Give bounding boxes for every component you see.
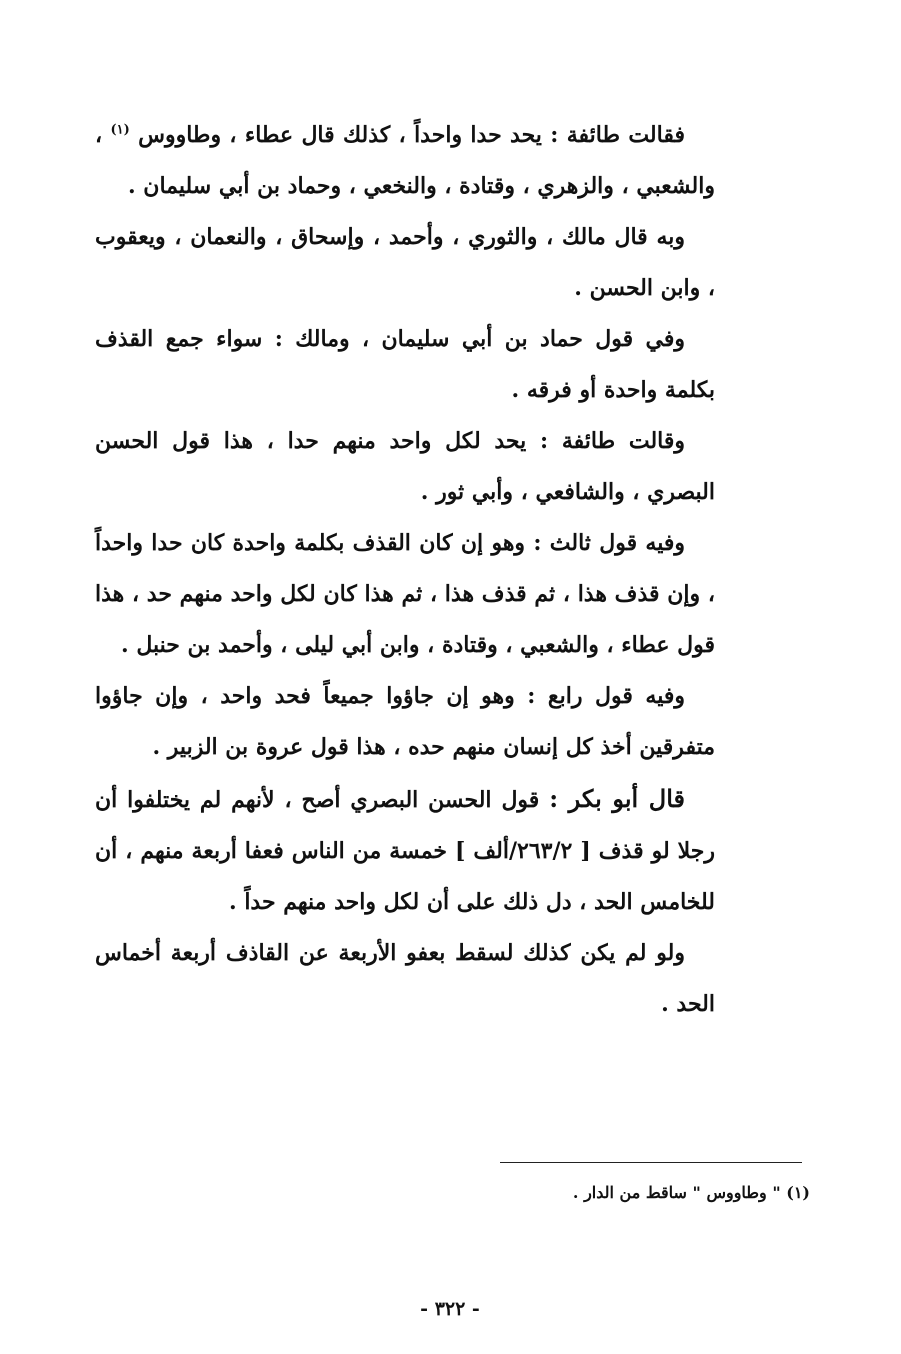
paragraph-6: وفيه قول رابع : وهو إن جاؤوا جميعاً فحد واحد ، وإن جاؤوا متفرقين أخذ كل إنسان منهم حده ، هذا قول عروة بن الزبير .	[95, 683, 715, 760]
paragraph-4: وقالت طائفة : يحد لكل واحد منهم حدا ، هذا قول الحسن البصري ، والشافعي ، وأبي ثور .	[95, 428, 715, 505]
paragraph-1-text: فقالت طائفة : يحد حدا واحداً ، كذلك قال عطاء ، وطاووس	[138, 122, 685, 148]
footnote-reference: (١)	[110, 122, 130, 138]
footnote	[300, 1178, 810, 1208]
paragraph-5: وفيه قول ثالث : وهو إن كان القذف بكلمة واحدة كان حدا واحداً ، وإن قذف هذا ، ثم قذف هذا ، ثم هذا كان لكل واحد منهم حد ، هذا قول عطاء ، والشعبي ، وقتادة ، وابن أبي ليلى ، وأحمد بن حنبل .	[95, 530, 715, 658]
paragraph-2: وبه قال مالك ، والثوري ، وأحمد ، وإسحاق ، والنعمان ، ويعقوب ، وابن الحسن .	[95, 224, 715, 301]
footnote-divider	[500, 1162, 802, 1163]
paragraph-1	[95, 110, 715, 212]
paragraph-7-text: قول الحسن البصري أصح ، لأنهم لم يختلفوا أن رجلا لو قذف [ ٢٦٣/٢/ألف ] خمسة من الناس فعفا أربعة منهم ، أن للخامس الحد ، دل ذلك على أن لكل واحد منهم حداً .	[95, 787, 715, 915]
paragraph-3: وفي قول حماد بن أبي سليمان ، ومالك : سواء جمع القذف بكلمة واحدة أو فرقه .	[95, 326, 715, 403]
page-number: - ٣٢٢ -	[420, 1298, 480, 1320]
main-text	[95, 110, 715, 1030]
paragraph-7	[95, 773, 715, 928]
footnote-marker: (١)	[786, 1183, 810, 1202]
paragraph-1-continuation: ، والشعبي ، والزهري ، وقتادة ، والنخعي ، وحماد بن أبي سليمان .	[95, 122, 715, 199]
author-lead: قال أبو بكر :	[549, 784, 685, 813]
paragraph-8: ولو لم يكن كذلك لسقط بعفو الأربعة عن القاذف أربعة أخماس الحد .	[95, 940, 715, 1017]
footnote-text: " وطاووس " ساقط من الدار .	[572, 1183, 781, 1202]
